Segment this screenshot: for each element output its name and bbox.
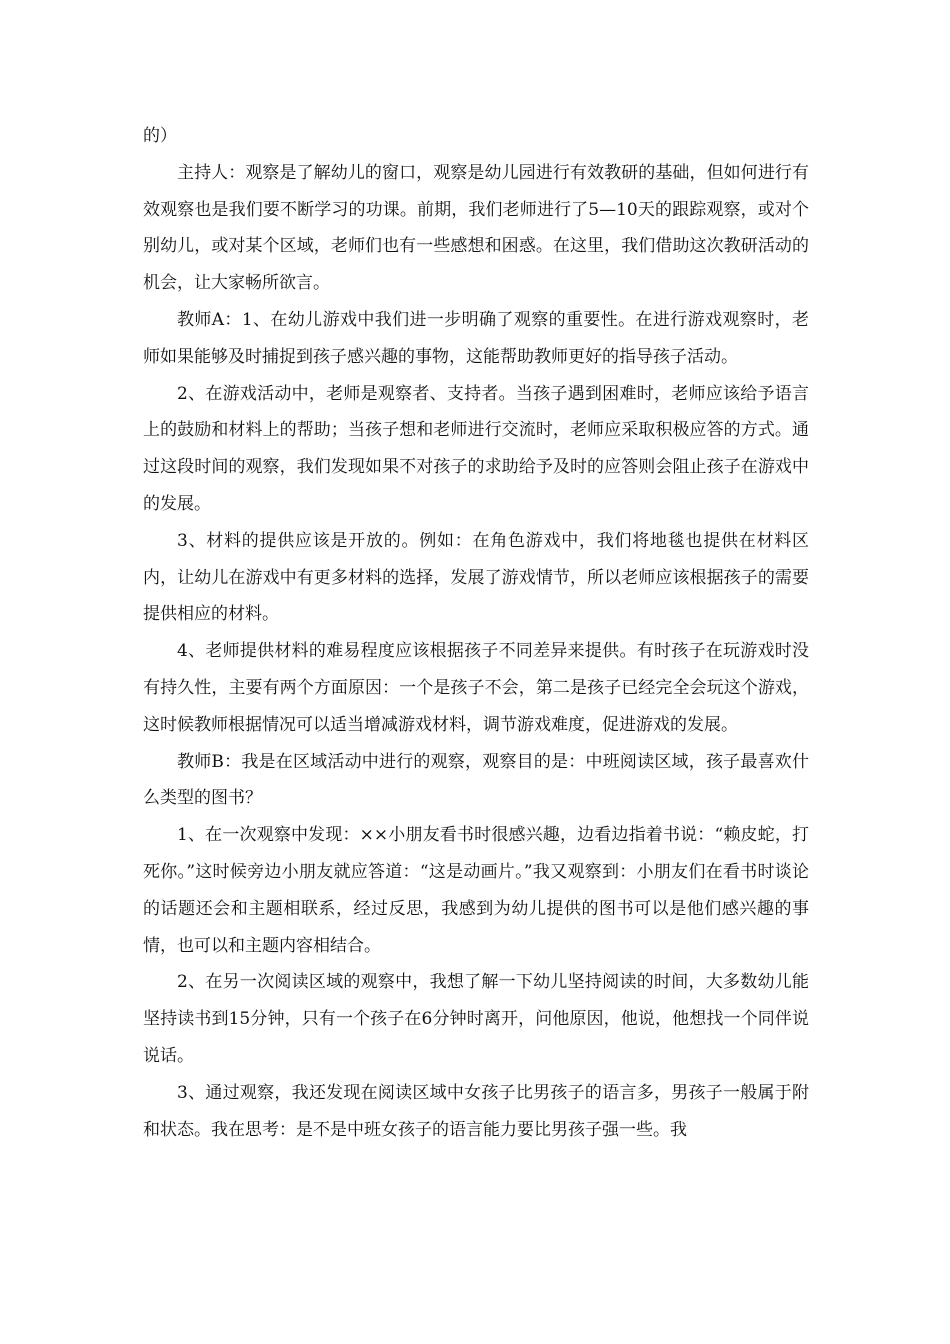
paragraph-continuation: 的）: [143, 126, 177, 146]
paragraph-teacher-b-point-2: 2、在另一次阅读区域的观察中，我想了解一下幼儿坚持阅读的时间，大多数幼儿能坚持读书到15分钟，只有一个孩子在6分钟时离开，问他原因，他说，他想找一个同伴说说话。: [143, 972, 809, 1066]
paragraph-teacher-a-point-1: 教师A：1、在幼儿游戏中我们进一步明确了观察的重要性。在进行游戏观察时，老师如果能够及时捕捉到孩子感兴趣的事物，这能帮助教师更好的指导孩子活动。: [143, 309, 809, 367]
paragraph-teacher-a-point-4: 4、老师提供材料的难易程度应该根据孩子不同差异来提供。有时孩子在玩游戏时没有持久性，主要有两个方面原因：一个是孩子不会，第二是孩子已经完全会玩这个游戏，这时候教师根据情况可以适当增减游戏材料，调节游戏难度，促进游戏的发展。: [143, 641, 809, 735]
document-body: [143, 118, 809, 1148]
paragraph-teacher-a-point-2: 2、在游戏活动中，老师是观察者、支持者。当孩子遇到困难时，老师应该给予语言上的鼓励和材料上的帮助；当孩子想和老师进行交流时，老师应采取积极应答的方式。通过这段时间的观察，我们发现如果不对孩子的求助给予及时的应答则会阻止孩子在游戏中的发展。: [143, 383, 809, 514]
paragraph-host-intro: 主持人：观察是了解幼儿的窗口，观察是幼儿园进行有效教研的基础，但如何进行有效观察也是我们要不断学习的功课。前期，我们老师进行了5—10天的跟踪观察，或对个别幼儿，或对某个区域，老师们也有一些感想和困惑。在这里，我们借助这次教研活动的机会，让大家畅所欲言。: [143, 162, 809, 294]
paragraph-teacher-b-point-1: 1、在一次观察中发现：××小朋友看书时很感兴趣，边看边指着书说：“赖皮蛇，打死你。”这时候旁边小朋友就应答道：“这是动画片。”我又观察到：小朋友们在看书时谈论的话题还会和主题相联系，经过反思，我感到为幼儿提供的图书可以是他们感兴趣的事情，也可以和主题内容相结合。: [143, 825, 809, 956]
paragraph-teacher-b-point-3: 3、通过观察，我还发现在阅读区域中女孩子比男孩子的语言多，男孩子一般属于附和状态。我在思考：是不是中班女孩子的语言能力要比男孩子强一些。我: [143, 1082, 809, 1140]
paragraph-teacher-b-intro: 教师B：我是在区域活动中进行的观察，观察目的是：中班阅读区域，孩子最喜欢什么类型的图书？: [143, 751, 809, 809]
paragraph-teacher-a-point-3: 3、材料的提供应该是开放的。例如：在角色游戏中，我们将地毯也提供在材料区内，让幼儿在游戏中有更多材料的选择，发展了游戏情节，所以老师应该根据孩子的需要提供相应的材料。: [143, 530, 809, 625]
